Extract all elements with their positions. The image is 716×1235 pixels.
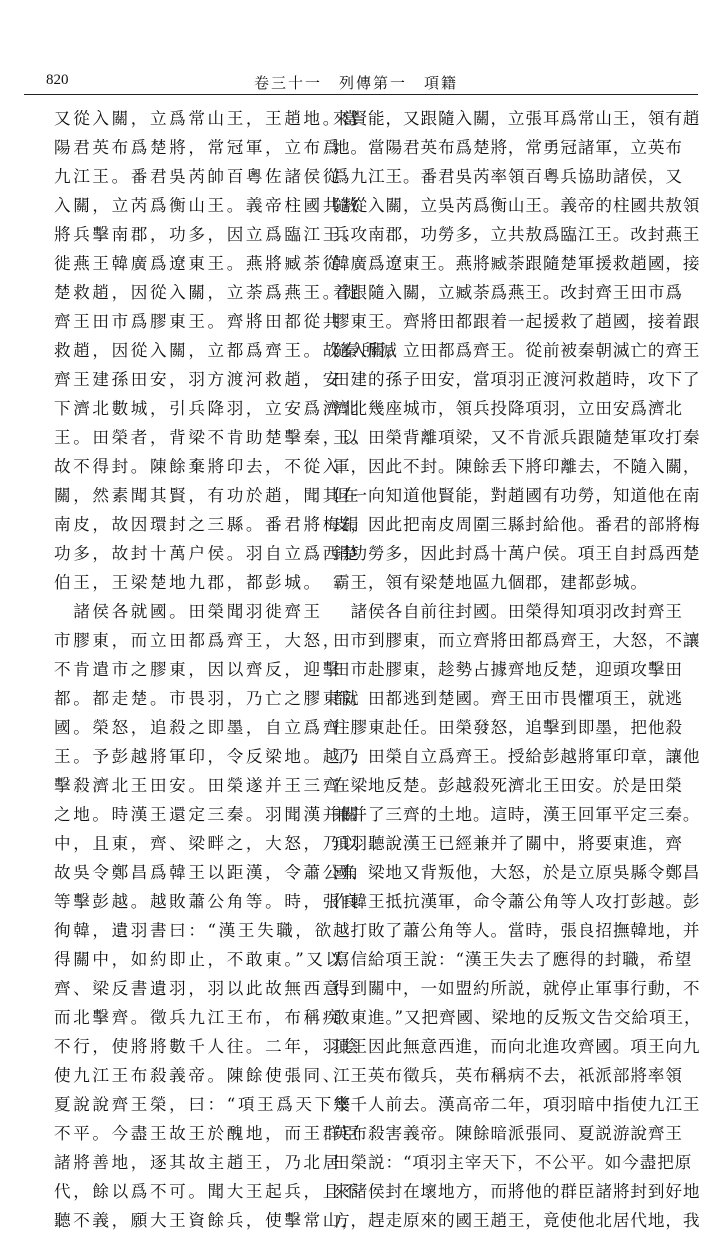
- classical-text-line: 夏說說齊王榮，曰：“項王爲天下宰: [54, 1095, 353, 1114]
- translation-text-line: 兵攻南郡，功勞多，立共敖爲臨江王。改封燕王: [333, 225, 701, 244]
- classical-text-line: 楚救趙，因從入關，立荼爲燕王。徙: [54, 283, 362, 302]
- translation-text-line: 但一向知道他賢能，對趙國有功勞，知道他在南: [333, 486, 701, 505]
- classical-text-line: 得關中，如約即止，不敢東。”又以: [54, 950, 345, 969]
- translation-text-line: 隨從入關，立吳芮爲衡山王。義帝的柱國共敖領: [333, 196, 701, 215]
- classical-text-line: 下濟北數城，引兵降羽，立安爲濟北: [54, 399, 362, 418]
- classical-text-line: 徙燕王韓廣爲遼東王。燕將臧荼從: [54, 254, 342, 273]
- classical-text-line: 中，且東，齊、梁畔之，大怒，乃以: [54, 834, 362, 853]
- classical-text-line: 諸將善地，逐其故主趙王，乃北居: [54, 1153, 342, 1172]
- classical-text-line: 關，然素聞其賢，有功於趙，聞其在: [54, 486, 362, 505]
- translation-text-line: 項羽聽說漢王已經兼并了關中，將要東進，齊: [333, 834, 683, 853]
- translation-text-line: 膠東王。齊將田都跟着一起援救了趙國，接着跟: [333, 312, 701, 331]
- classical-text-line: 諸侯各就國。田榮聞羽徙齊王: [54, 602, 323, 621]
- translation-text-line: 皮，因此把南皮周圍三縣封給他。番君的部將梅: [333, 515, 701, 534]
- translation-text-line: 諸侯各自前往封國。田榮得知項羽改封齊王: [333, 602, 683, 621]
- translation-text-line: 着跟隨入關，立臧荼爲燕王。改封齊王田市爲: [333, 283, 683, 302]
- classical-text-line: 國。榮怒，追殺之即墨，自立爲齊: [54, 718, 342, 737]
- translation-text-line: 爲九江王。番君吳芮率領百粵兵協助諸侯，又: [333, 167, 683, 186]
- classical-text-line: 功多，故封十萬户侯。羽自立爲西楚: [54, 544, 362, 563]
- translation-text-line: 田市到膠東，而立齊將田都爲齊王，大怒，不讓: [333, 631, 701, 650]
- translation-text-column: [333, 104, 702, 1235]
- header-rule: [24, 94, 698, 95]
- translation-text-line: 項王因此無意西進，而向北進攻齊國。項王向九: [333, 1037, 701, 1056]
- classical-text-line: 不行，使將將數千人往。二年，羽陰: [54, 1037, 362, 1056]
- translation-text-line: 敢東進。”又把齊國、梁地的反叛文告交給項王，: [333, 1008, 702, 1027]
- classical-text-line: 王。田榮者，背梁不肯助楚擊秦，以: [54, 428, 362, 447]
- translation-text-line: 方，趕走原來的國王趙王，竟使他北居代地，我: [333, 1211, 701, 1230]
- classical-text-line: 故吳令鄭昌爲韓王以距漢，令蕭公角: [54, 863, 362, 882]
- translation-text-line: 軍，因此不封。陳餘丢下將印離去，不隨入關，: [333, 457, 701, 476]
- translation-text-line: 鋗功勞多，因此封爲十萬户侯。項王自封爲西楚: [333, 544, 701, 563]
- classical-text-line: 齊王建孫田安，羽方渡河救趙，安: [54, 370, 342, 389]
- translation-text-line: 得到關中，一如盟約所説，就停止軍事行動，不: [333, 979, 701, 998]
- translation-text-line: 田市赴膠東，趁勢占據齊地反楚，迎頭攻擊田: [333, 660, 683, 679]
- translation-text-line: 地。當陽君英布爲楚將，常勇冠諸軍，立英布: [333, 138, 683, 157]
- classical-text-line: 九江王。番君吳芮帥百粵佐諸侯從: [54, 167, 342, 186]
- translation-text-line: 都。田都逃到楚國。齊王田市畏懼項王，就逃: [333, 689, 683, 708]
- translation-text-line: 國、梁地又背叛他，大怒，於是立原吳縣令鄭昌: [333, 863, 701, 882]
- translation-text-line: 越打敗了蕭公角等人。當時，張良招撫韓地，并: [333, 921, 701, 940]
- translation-text-line: 來賢能，又跟隨入關，立張耳爲常山王，領有趙: [333, 109, 701, 128]
- classical-text-column: [54, 104, 400, 1235]
- classical-text-line: 徇韓，遺羽書曰：“漢王失職，欲: [54, 921, 334, 940]
- classical-text-line: 不肯遣市之膠東，因以齊反，迎擊: [54, 660, 342, 679]
- translation-text-line: 王。田榮背離項梁，又不肯派兵跟隨楚軍攻打秦: [333, 428, 701, 447]
- classical-text-line: 代，餘以爲不可。聞大王起兵，且不: [54, 1182, 362, 1201]
- classical-text-line: 市膠東，而立田都爲齊王，大怒，: [54, 631, 342, 650]
- translation-text-line: 隨入關，立田都爲齊王。從前被秦朝滅亡的齊王: [333, 341, 701, 360]
- classical-text-line: 等擊彭越。越敗蕭公角等。時，張良: [54, 892, 362, 911]
- running-title: 卷三十一 列傳第一 項籍: [254, 74, 459, 92]
- translation-text-line: 濟北幾座城市，領兵投降項羽，立田安爲濟北: [333, 399, 683, 418]
- translation-text-line: 田建的孫子田安，當項羽正渡河救趙時，攻下了: [333, 370, 701, 389]
- translation-text-line: 作韓王抵抗漢軍，命令蕭公角等人攻打彭越。彭: [333, 892, 701, 911]
- classical-text-line: 都。都走楚。市畏羽，乃亡之膠東就: [54, 689, 362, 708]
- classical-text-line: 而北擊齊。徵兵九江王布，布稱疾: [54, 1008, 342, 1027]
- classical-text-line: 南皮，故因環封之三縣。番君將梅鋗: [54, 515, 362, 534]
- translation-text-line: 往膠東赴任。田榮發怒，追擊到即墨，把他殺: [333, 718, 683, 737]
- page-number: 820: [46, 72, 69, 88]
- page-header: [24, 72, 696, 96]
- translation-text-line: 江王英布徵兵，英布稱病不去，祇派部將率領: [333, 1066, 683, 1085]
- translation-text-line: 兼并了三齊的土地。這時，漢王回軍平定三秦。: [333, 805, 701, 824]
- classical-text-line: 將兵擊南郡，功多，因立爲臨江王。: [54, 225, 362, 244]
- classical-text-line: 王。予彭越將軍印，令反梁地。越乃: [54, 747, 362, 766]
- translation-text-line: 霸王，領有梁楚地區九個郡，建都彭城。: [333, 573, 648, 592]
- classical-text-line: 入關，立芮爲衡山王。義帝柱國共敖: [54, 196, 362, 215]
- translation-text-line: 幾千人前去。漢高帝二年，項羽暗中指使九江王: [333, 1095, 701, 1114]
- classical-text-line: 聽不義，願大王資餘兵，使擊常山，: [54, 1211, 362, 1230]
- classical-text-line: 故不得封。陳餘棄將印去，不從入: [54, 457, 342, 476]
- classical-text-line: 齊、梁反書遺羽，羽以此故無西意，: [54, 979, 362, 998]
- classical-text-line: 使九江王布殺義帝。陳餘使張同、: [54, 1066, 342, 1085]
- classical-text-line: 陽君英布爲楚將，常冠軍，立布爲: [54, 138, 342, 157]
- classical-text-line: 救趙，因從入關，立都爲齊王。故秦所滅: [54, 341, 400, 360]
- translation-text-line: 英布殺害義帝。陳餘暗派張同、夏説游說齊王: [333, 1124, 683, 1143]
- classical-text-line: 之地。時漢王還定三秦。羽聞漢并關: [54, 805, 362, 824]
- classical-text-line: 伯王，王梁楚地九郡，都彭城。: [54, 573, 323, 592]
- translation-text-line: 寫信給項王說：“漢王失去了應得的封職，希望: [333, 950, 693, 969]
- classical-text-line: 又從入關，立爲常山王，王趙地。當: [54, 109, 362, 128]
- classical-text-line: 齊王田市爲膠東王。齊將田都從共: [54, 312, 342, 331]
- translation-text-line: 在梁地反楚。彭越殺死濟北王田安。於是田榮: [333, 776, 683, 795]
- translation-text-line: 田榮説：“項羽主宰天下，不公平。如今盡把原: [333, 1153, 693, 1172]
- translation-text-line: 來諸侯封在壞地方，而將他的群臣諸將封到好地: [333, 1182, 701, 1201]
- translation-text-line: 韓廣爲遼東王。燕將臧荼跟隨楚軍援救趙國，接: [333, 254, 701, 273]
- translation-text-line: 了，田榮自立爲齊王。授給彭越將軍印章，讓他: [333, 747, 701, 766]
- classical-text-line: 不平。今盡王故王於醜地，而王群臣: [54, 1124, 362, 1143]
- classical-text-line: 擊殺濟北王田安。田榮遂并王三齊: [54, 776, 342, 795]
